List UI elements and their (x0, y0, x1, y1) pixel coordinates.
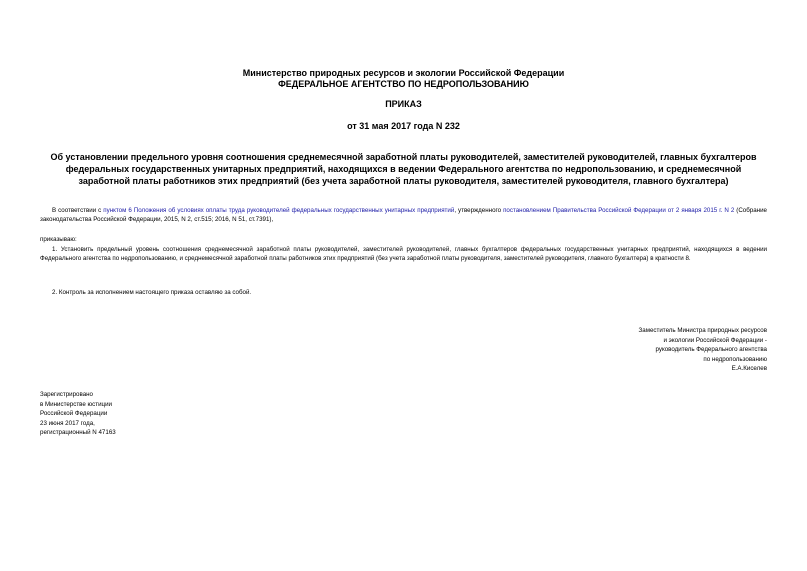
signature-line: и экологии Российской Федерации - (663, 336, 767, 344)
signature-block (507, 326, 767, 374)
preamble-middle: , утвержденного (454, 207, 504, 214)
agency-name: ФЕДЕРАЛЬНОЕ АГЕНТСТВО ПО НЕДРОПОЛЬЗОВАНИЮ (278, 79, 529, 89)
preamble-paragraph (40, 206, 767, 224)
registration-line: 23 июня 2017 года, (40, 419, 95, 427)
document-date-number: от 31 мая 2017 года N 232 (347, 121, 460, 131)
signature-line: руководитель Федерального агентства (655, 346, 767, 353)
signer-name: Е.А.Киселев (731, 365, 767, 372)
registration-line: Российской Федерации (40, 410, 108, 417)
government-decree-link[interactable]: постановлением Правительства Российской Федерации от 2 января 2015 г. N 2 (503, 207, 735, 214)
order-word: приказываю: (40, 236, 77, 243)
document-title: Об установлении предельного уровня соотношения среднемесячной заработной платы руководителей, заместителей руководителей, главных бухгалтеров федеральных государственных унитарных предприятий, находящихся в ведении Федерального агентства по недропользованию, и среднемесячной заработной платы работников этих предприятий (без учета заработной платы руководителя, заместителей руководителя, главного бухгалтера) (50, 152, 757, 186)
registration-block (40, 390, 240, 438)
registration-line: Зарегистрировано (40, 391, 93, 398)
order-item-2: 2. Контроль за исполнением настоящего приказа оставляю за собой. (52, 289, 252, 296)
signature-line: Заместитель Министра природных ресурсов (638, 327, 767, 334)
regulation-link[interactable]: пунктом 6 Положения об условиях оплаты труда руководителей федеральных государственных унитарных предприятий (103, 207, 455, 214)
ministry-name: Министерство природных ресурсов и экологии Российской Федерации (242, 68, 565, 78)
preamble-suffix: (Собрание законодательства Российской Федерации, 2015, N 2, ст.515; 2016, N 51, ст.7391), (40, 207, 767, 223)
order-item-1: 1. Установить предельный уровень соотношения среднемесячной заработной платы руководителей, заместителей руководителей, главных бухгалтеров федеральных государственных унитарных предприятий, находящихся в ведении Федерального агентства по недропользованию, и среднемесячной заработной платы работников этих предприятий (без учета заработной платы руководителя, заместителей руководителя, главного бухгалтера) в кратности 8. (40, 246, 767, 262)
document-type: ПРИКАЗ (385, 99, 422, 109)
registration-line: в Министерстве юстиции (40, 400, 113, 408)
registration-number: регистрационный N 47163 (40, 429, 116, 436)
preamble-prefix: В соответствии с (52, 207, 104, 214)
signature-line: по недропользованию (703, 355, 767, 363)
